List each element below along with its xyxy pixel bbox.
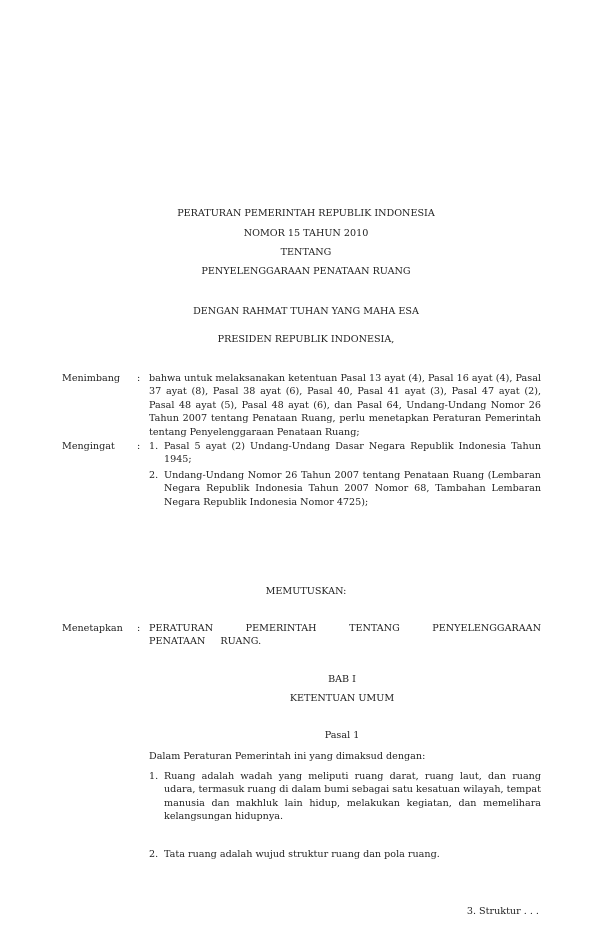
- item-text: Undang-Undang Nomor 26 Tahun 2007 tentang Penataan Ruang (Lembaran Negara Republik Indonesia Tahun 2007 Nomor 68, Tambahan Lembaran Negara Republik Indonesia Nomor 4725);: [164, 470, 541, 508]
- menetapkan-colon: :: [137, 623, 141, 634]
- mengingat-item: [149, 440, 541, 467]
- item-text: Tata ruang adalah wujud struktur ruang dan pola ruang.: [164, 849, 440, 860]
- regulation-title: PERATURAN PEMERINTAH REPUBLIK INDONESIA: [177, 208, 435, 219]
- menetapkan-label: Menetapkan: [62, 623, 123, 634]
- item-text: Pasal 5 ayat (2) Undang-Undang Dasar Negara Republik Indonesia Tahun 1945;: [164, 441, 541, 466]
- item-number: 2.: [149, 849, 159, 860]
- article-item: [149, 848, 541, 861]
- item-text: Ruang adalah wadah yang meliputi ruang darat, ruang laut, dan ruang udara, termasuk ruang di dalam bumi sebagai satu kesatuan wilayah, tempat manusia dan makhluk lain hidup, melakukan kegiatan, dan memelihara kelangsungan hidupnya.: [164, 771, 541, 823]
- menetapkan-text: PERATURAN PEMERINTAH TENTANG PENYELENGGARAAN PENATAAN RUANG.: [149, 623, 541, 648]
- menimbang-colon: :: [137, 373, 141, 384]
- item-number: 1.: [149, 441, 159, 452]
- chapter-title: BAB I: [328, 674, 356, 685]
- mengingat-colon: :: [137, 441, 141, 452]
- mengingat-item: [149, 469, 541, 509]
- article-title: Pasal 1: [324, 730, 360, 741]
- mengingat-label: Mengingat: [62, 441, 115, 452]
- article-item: [149, 770, 541, 824]
- chapter-subtitle: KETENTUAN UMUM: [289, 693, 395, 704]
- article-intro: Dalam Peraturan Pemerintah ini yang dimaksud dengan:: [149, 751, 426, 762]
- page-continuation: 3. Struktur . . .: [466, 906, 539, 917]
- item-number: 2.: [149, 470, 159, 481]
- tentang-heading: TENTANG: [280, 247, 332, 258]
- preamble-president: PRESIDEN REPUBLIK INDONESIA,: [217, 334, 395, 345]
- regulation-number: NOMOR 15 TAHUN 2010: [243, 228, 369, 239]
- regulation-subject: PENYELENGGARAAN PENATAAN RUANG: [201, 266, 411, 277]
- item-number: 1.: [149, 771, 159, 782]
- memutuskan-heading: MEMUTUSKAN:: [265, 586, 347, 597]
- menimbang-text: bahwa untuk melaksanakan ketentuan Pasal 13 ayat (4), Pasal 16 ayat (4), Pasal 37 ayat (8), Pasal 38 ayat (6), Pasal 40, Pasal 41 ayat (3), Pasal 47 ayat (2), Pasal 48 ayat (5), Pasal 48 ayat (6), dan Pasal 64, Undang-Undang Nomor 26 Tahun 2007 tentang Penataan Ruang, perlu menetapkan Peraturan Pemerintah tentang Penyelenggaraan Penataan Ruang;: [149, 373, 541, 438]
- menimbang-label: Menimbang: [62, 373, 121, 384]
- preamble-blessing: DENGAN RAHMAT TUHAN YANG MAHA ESA: [193, 306, 419, 317]
